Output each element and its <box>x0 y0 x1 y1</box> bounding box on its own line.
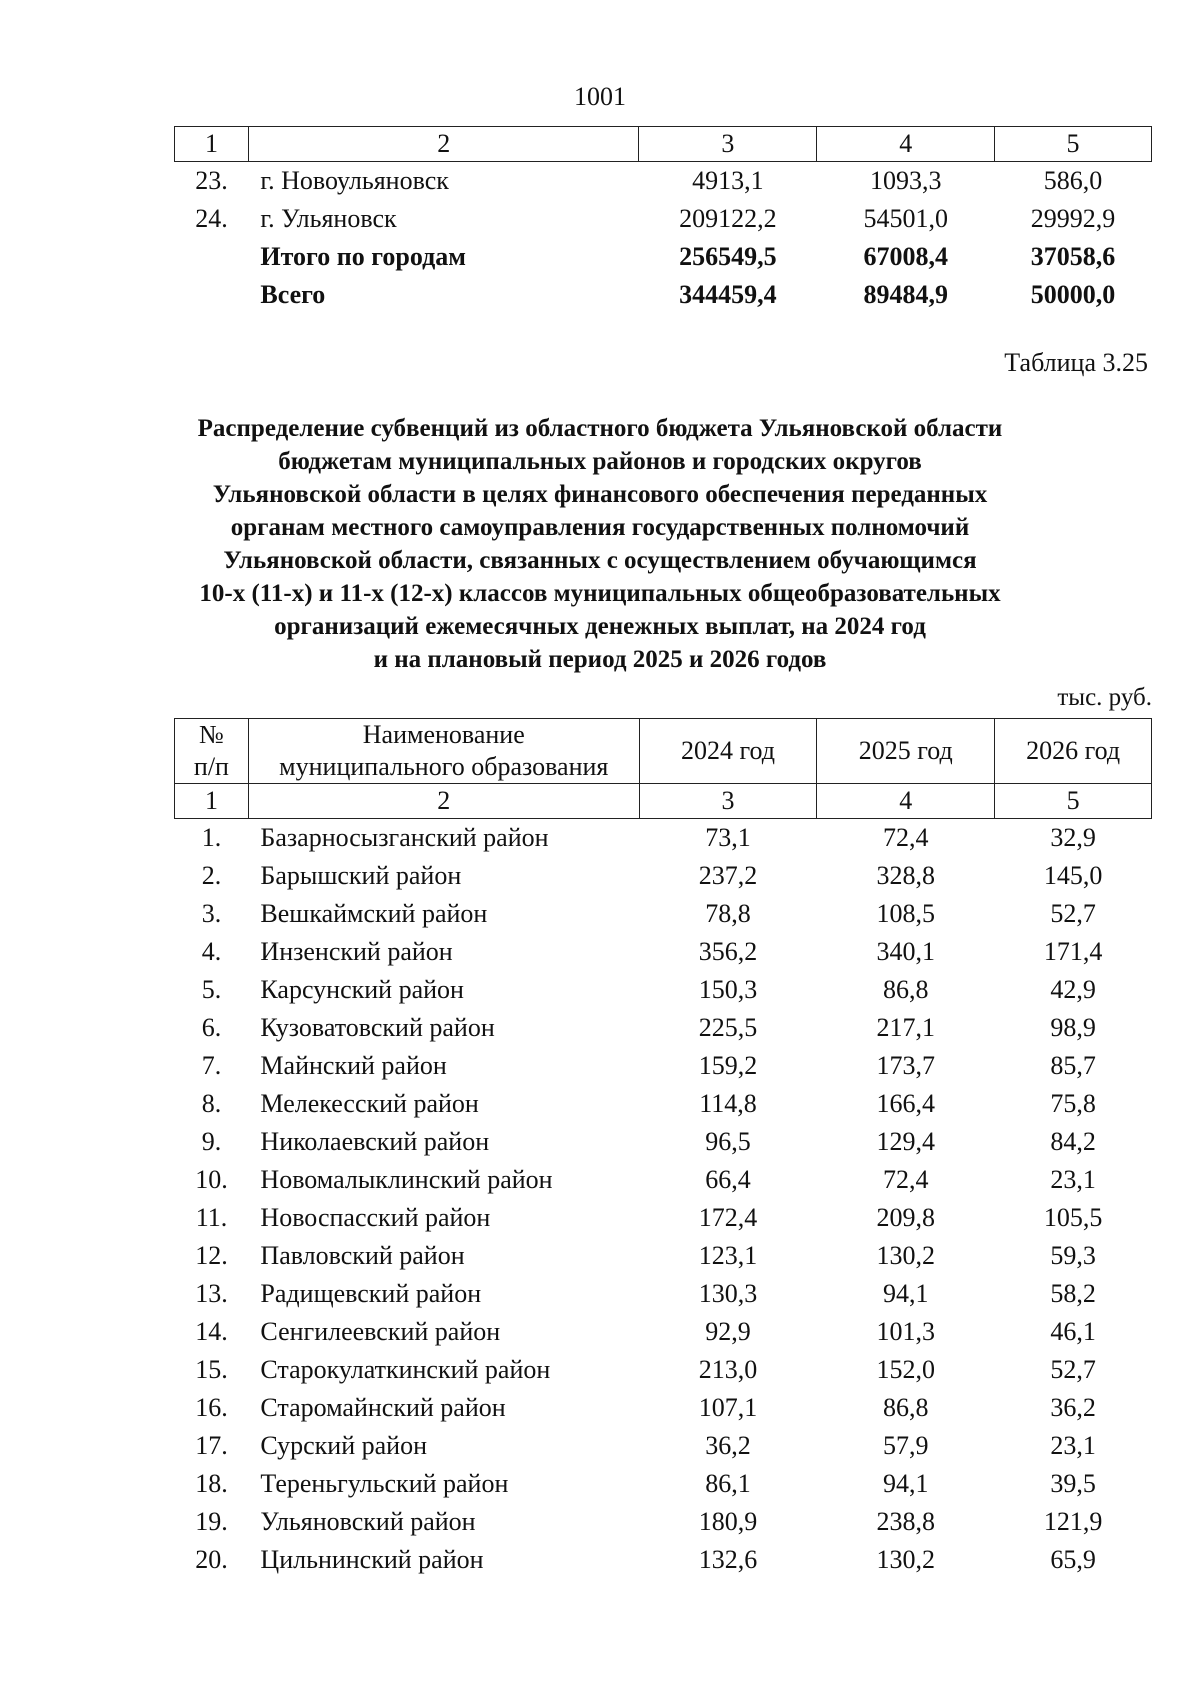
row-number: 17. <box>195 1431 228 1460</box>
value-2026: 84,2 <box>1050 1127 1096 1156</box>
continued-table <box>174 126 1152 314</box>
row-number: 6. <box>201 1013 222 1042</box>
row-number: 12. <box>195 1241 228 1270</box>
row-number: 9. <box>201 1127 222 1156</box>
column-number: 5 <box>995 127 1152 162</box>
row-number: 18. <box>195 1469 228 1498</box>
value-2025: 94,1 <box>883 1279 929 1308</box>
value-2024: 225,5 <box>698 1013 758 1042</box>
municipality-name: г. Ульяновск <box>260 204 397 233</box>
row-number: 2. <box>201 861 222 890</box>
municipality-name: Инзенский район <box>260 937 453 966</box>
title-line: Распределение субвенций из областного бюджета Ульяновской области <box>197 415 1003 442</box>
municipality-name: Цильнинский район <box>260 1545 484 1574</box>
value-2024: 66,4 <box>705 1165 751 1194</box>
subvention-table <box>174 718 1152 1579</box>
column-number: 4 <box>817 784 995 819</box>
value-2024: 73,1 <box>705 823 751 852</box>
municipality-name: Николаевский район <box>260 1127 490 1156</box>
table-header-row <box>175 719 1152 784</box>
column-number-row <box>175 127 1152 162</box>
row-number: 23. <box>195 166 228 195</box>
municipality-name: Новоспасский район <box>260 1203 491 1232</box>
value-2025: 94,1 <box>883 1469 929 1498</box>
table-row <box>175 1465 1152 1503</box>
table-row <box>175 1351 1152 1389</box>
municipality-name: Итого по городам <box>260 242 466 271</box>
value-2026: 65,9 <box>1050 1545 1096 1574</box>
municipality-name: Всего <box>260 280 326 309</box>
value-2025: 166,4 <box>876 1089 936 1118</box>
row-number: 14. <box>195 1317 228 1346</box>
table-row <box>175 1541 1152 1579</box>
value-2025: 238,8 <box>876 1507 936 1536</box>
value-2024: 107,1 <box>698 1393 758 1422</box>
value-2025: 130,2 <box>876 1545 936 1574</box>
value-2026: 105,5 <box>1043 1203 1103 1232</box>
value-2026: 75,8 <box>1050 1089 1096 1118</box>
table-row <box>175 857 1152 895</box>
title-line: и на плановый период 2025 и 2026 годов <box>373 646 827 673</box>
value-2026: 52,7 <box>1050 899 1096 928</box>
table-row <box>175 1009 1152 1047</box>
value-2024: 114,8 <box>699 1089 757 1118</box>
header-name <box>248 719 639 784</box>
value-col3: 256549,5 <box>679 242 777 271</box>
value-col4: 89484,9 <box>863 280 948 309</box>
row-number: 16. <box>195 1393 228 1422</box>
value-col4: 1093,3 <box>869 166 942 195</box>
row-number: 4. <box>201 937 222 966</box>
value-2026: 39,5 <box>1050 1469 1096 1498</box>
value-2024: 213,0 <box>698 1355 758 1384</box>
table-row <box>175 1161 1152 1199</box>
value-2026: 23,1 <box>1050 1165 1096 1194</box>
value-2026: 121,9 <box>1043 1507 1103 1536</box>
value-2024: 132,6 <box>698 1545 758 1574</box>
value-col5: 586,0 <box>1043 166 1103 195</box>
table-row <box>175 1275 1152 1313</box>
municipality-name: Старокулаткинский район <box>260 1355 551 1384</box>
table-row <box>175 238 1152 276</box>
municipality-name: Мелекесский район <box>260 1089 479 1118</box>
column-number: 1 <box>175 127 249 162</box>
table-row <box>175 1047 1152 1085</box>
value-2026: 171,4 <box>1043 937 1103 966</box>
municipality-name: Базарносызганский район <box>260 823 549 852</box>
table-label: Таблица 3.25 <box>1004 348 1148 377</box>
municipality-name: Старомайнский район <box>260 1393 506 1422</box>
table-row <box>175 1503 1152 1541</box>
units-label: тыс. руб. <box>1057 684 1152 711</box>
municipality-name: Новомалыклинский район <box>260 1165 553 1194</box>
header-name-line2: муниципального образования <box>279 752 609 781</box>
title-line: 10-х (11-х) и 11-х (12-х) классов муниципальных общеобразовательных <box>199 580 1001 607</box>
column-number: 3 <box>639 784 817 819</box>
value-2025: 130,2 <box>876 1241 936 1270</box>
row-number: 3. <box>201 899 222 928</box>
header-2024: 2024 год <box>639 719 817 784</box>
column-number: 2 <box>248 784 639 819</box>
title-line: Ульяновской области, связанных с осуществлением обучающимся <box>223 547 977 574</box>
value-2025: 173,7 <box>876 1051 936 1080</box>
table-row <box>175 895 1152 933</box>
municipality-name: г. Новоульяновск <box>260 166 449 195</box>
value-2025: 209,8 <box>876 1203 936 1232</box>
row-number: 13. <box>195 1279 228 1308</box>
table-row <box>175 819 1152 858</box>
value-2024: 92,9 <box>705 1317 751 1346</box>
value-2025: 152,0 <box>876 1355 936 1384</box>
municipality-name: Сурский район <box>260 1431 427 1460</box>
value-2025: 101,3 <box>876 1317 936 1346</box>
header-2026: 2026 год <box>995 719 1152 784</box>
value-2026: 32,9 <box>1050 823 1096 852</box>
municipality-name: Кузоватовский район <box>260 1013 495 1042</box>
value-2024: 172,4 <box>698 1203 758 1232</box>
header-num-line2: п/п <box>193 752 229 781</box>
row-number: 20. <box>195 1545 228 1574</box>
value-2025: 328,8 <box>876 861 936 890</box>
municipality-name: Майнский район <box>260 1051 447 1080</box>
row-number: 19. <box>195 1507 228 1536</box>
value-col3: 4913,1 <box>692 166 764 195</box>
value-2026: 58,2 <box>1050 1279 1096 1308</box>
value-2024: 150,3 <box>698 975 758 1004</box>
title-line: организаций ежемесячных денежных выплат, на 2024 год <box>274 613 926 640</box>
page-number: 1001 <box>574 82 626 111</box>
value-2024: 130,3 <box>698 1279 758 1308</box>
value-2026: 46,1 <box>1050 1317 1096 1346</box>
municipality-name: Павловский район <box>260 1241 465 1270</box>
row-number <box>175 238 249 276</box>
value-2026: 23,1 <box>1050 1431 1096 1460</box>
value-2026: 98,9 <box>1050 1013 1096 1042</box>
value-col3: 344459,4 <box>679 280 777 309</box>
row-number: 8. <box>201 1089 222 1118</box>
row-number <box>175 276 249 314</box>
table-row <box>175 971 1152 1009</box>
value-2025: 72,4 <box>883 823 929 852</box>
row-number: 7. <box>201 1051 222 1080</box>
value-col4: 54501,0 <box>863 204 948 233</box>
title-line: бюджетам муниципальных районов и городских округов <box>278 448 922 475</box>
value-col3: 209122,2 <box>679 204 777 233</box>
value-2024: 159,2 <box>698 1051 758 1080</box>
value-col4: 67008,4 <box>863 242 948 271</box>
value-2026: 145,0 <box>1043 861 1103 890</box>
table-row <box>175 1199 1152 1237</box>
municipality-name: Радищевский район <box>260 1279 482 1308</box>
municipality-name: Сенгилеевский район <box>260 1317 501 1346</box>
value-2026: 42,9 <box>1050 975 1096 1004</box>
municipality-name: Барышский район <box>260 861 462 890</box>
value-2026: 36,2 <box>1050 1393 1096 1422</box>
table-row <box>175 200 1152 238</box>
header-num <box>175 719 249 784</box>
municipality-name: Ульяновский район <box>260 1507 476 1536</box>
value-col5: 50000,0 <box>1030 280 1116 309</box>
value-2024: 96,5 <box>705 1127 751 1156</box>
table-row <box>175 162 1152 201</box>
value-2026: 85,7 <box>1050 1051 1096 1080</box>
value-2024: 78,8 <box>705 899 751 928</box>
municipality-name: Тереньгульский район <box>260 1469 509 1498</box>
value-2025: 86,8 <box>883 975 929 1004</box>
table-row <box>175 1085 1152 1123</box>
table-row <box>175 1123 1152 1161</box>
header-num-line1: № <box>199 720 224 749</box>
table-row <box>175 1237 1152 1275</box>
value-2024: 180,9 <box>698 1507 758 1536</box>
column-number-row <box>175 784 1152 819</box>
row-number: 11. <box>195 1203 228 1232</box>
table-row <box>175 1389 1152 1427</box>
row-number: 5. <box>201 975 222 1004</box>
title-line: органам местного самоуправления государственных полномочий <box>230 514 970 541</box>
column-number: 3 <box>639 127 817 162</box>
header-name-line1: Наименование <box>362 720 525 749</box>
value-col5: 37058,6 <box>1030 242 1116 271</box>
value-2025: 217,1 <box>876 1013 936 1042</box>
value-2025: 72,4 <box>883 1165 929 1194</box>
column-number: 1 <box>175 784 249 819</box>
column-number: 4 <box>817 127 995 162</box>
row-number: 15. <box>195 1355 228 1384</box>
row-number: 10. <box>195 1165 228 1194</box>
value-2025: 86,8 <box>883 1393 929 1422</box>
title-line: Ульяновской области в целях финансового обеспечения переданных <box>212 481 988 508</box>
municipality-name: Вешкаймский район <box>260 899 488 928</box>
value-2024: 86,1 <box>705 1469 751 1498</box>
value-2026: 59,3 <box>1050 1241 1096 1270</box>
value-2025: 108,5 <box>876 899 936 928</box>
value-2024: 237,2 <box>698 861 758 890</box>
value-2024: 36,2 <box>705 1431 751 1460</box>
header-2025: 2025 год <box>817 719 995 784</box>
value-2025: 129,4 <box>876 1127 936 1156</box>
row-number: 1. <box>201 823 222 852</box>
value-2026: 52,7 <box>1050 1355 1096 1384</box>
table-title <box>0 412 1200 676</box>
value-2025: 57,9 <box>883 1431 929 1460</box>
table-row <box>175 1313 1152 1351</box>
value-col5: 29992,9 <box>1030 204 1116 233</box>
value-2024: 123,1 <box>698 1241 758 1270</box>
municipality-name: Карсунский район <box>260 975 464 1004</box>
row-number: 24. <box>195 204 228 233</box>
value-2024: 356,2 <box>698 937 758 966</box>
table-row <box>175 1427 1152 1465</box>
table-row <box>175 933 1152 971</box>
table-row <box>175 276 1152 314</box>
value-2025: 340,1 <box>876 937 936 966</box>
column-number: 2 <box>248 127 639 162</box>
column-number: 5 <box>995 784 1152 819</box>
